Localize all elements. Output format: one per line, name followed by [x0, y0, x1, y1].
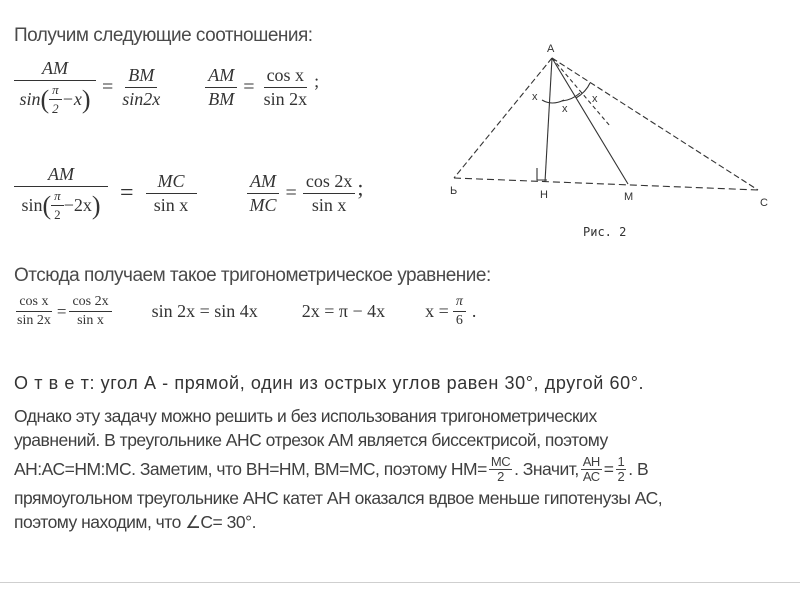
fraction-cosx-over-sin2x: $\frac{\text{cos x}}{\sin 2x}$ [263, 65, 308, 109]
angle-x-label-1: x [532, 91, 538, 103]
paragraph-line-2: уравнений. В треугольнике АНС отрезок АМ является биссектрисой, поэтому [14, 430, 608, 450]
figure-caption: Рис. 2 [583, 225, 627, 239]
equation-row-3: $\frac{\text{cos x}}{\sin 2x}$ = $\frac{\cos 2x}{\text{sin x}}$ sin 2x = sin 4x 2x = π − 4x x = $\frac{\pi}{6}$ . [14, 294, 476, 329]
fraction-pi-over-6: $\frac{\pi}{6}$ [453, 294, 466, 329]
fraction-bm-over-sin2x: $\frac{BM}{\sin 2x}$ [122, 65, 161, 109]
equation-2x-pi-4x: 2x = π − 4x [301, 301, 386, 321]
angle-arc-3 [576, 83, 590, 98]
side-ab-line [454, 58, 552, 178]
point-m-label: М [624, 191, 634, 203]
triangle-figure [440, 38, 780, 243]
solution-paragraph [14, 404, 794, 534]
bottom-divider [0, 582, 800, 583]
equation-sin2x-sin4x: sin 2x = sin 4x [151, 301, 258, 321]
side-bc-line [454, 178, 758, 190]
altitude-ah-line [545, 58, 552, 182]
angle-x-label-2: x [562, 103, 568, 115]
median-am-line [552, 58, 628, 184]
fraction-cos2x-over-sinx: $\frac{\cos 2x}{\text{sin x}}$ [303, 171, 356, 216]
heading-relations: Получим следующие соотношения: [14, 25, 313, 46]
fraction-cos2x-over-sinx-small: $\frac{\cos 2x}{\text{sin x}}$ [69, 294, 111, 329]
point-h-label: Н [540, 189, 548, 201]
fraction-am-over-sin-2x: AM sin ( $\frac{\pi}{2}$ −2x ) [14, 164, 108, 223]
equation-row-2: AM sin ( $\frac{\pi}{2}$ −2x ) = $\frac{MC}{\text{sin x}}$ $\frac{AM}{MC}$ = $\frac{\cos 2x}{\text{sin x}}$ ; [14, 164, 363, 223]
fraction-am-over-sin: AM sin ( $\frac{\pi}{2}$ −x ) [14, 58, 96, 117]
vertex-c-label: С [760, 197, 768, 209]
fraction-am-over-mc: $\frac{AM}{MC}$ [247, 171, 280, 216]
equation-row-1: AM sin ( $\frac{\pi}{2}$ −x ) = $\frac{BM}{\sin 2x}$ $\frac{AM}{BM}$ = $\frac{\text{cos x}}{\sin 2x}$ ; [14, 58, 319, 117]
side-ac-line [552, 58, 758, 190]
answer-line: О т в е т: угол А - прямой, один из острых углов равен 30°, другой 60°. [14, 373, 645, 393]
paragraph-line-1: Однако эту задачу можно решить и без использования тригонометрических [14, 406, 597, 426]
paragraph-line-5: поэтому находим, что ∠С= 30°. [14, 512, 256, 532]
vertex-b-label: Ь [450, 185, 458, 197]
vertex-a-label: A [547, 43, 555, 55]
paragraph-line-3: АН:АС=НМ:МС. Заметим, что ВН=НМ, ВМ=МС, поэтому НМ= $\frac{МС}{2}$ . Значит, $\frac{АН}{АС}$ = $\frac{1}{2}$ . В [14, 453, 649, 484]
equation-x-label: x = [425, 301, 449, 321]
fraction-cosx-over-sin2x-small: $\frac{\text{cos x}}{\sin 2x}$ [17, 294, 51, 328]
paragraph-line-4: прямоугольном треугольнике АНС катет АН оказался вдвое меньше гипотенузы АС, [14, 488, 663, 508]
fraction-mc-over-sinx: $\frac{MC}{\text{sin x}}$ [146, 171, 197, 216]
angle-arc-1 [542, 100, 564, 103]
fraction-am-over-bm: $\frac{AM}{BM}$ [205, 65, 237, 110]
angle-x-label-3: x [592, 93, 598, 105]
bisector-ray-line [552, 58, 610, 126]
heading-trig-equation: Отсюда получаем такое тригонометрическое уравнение: [14, 265, 491, 286]
